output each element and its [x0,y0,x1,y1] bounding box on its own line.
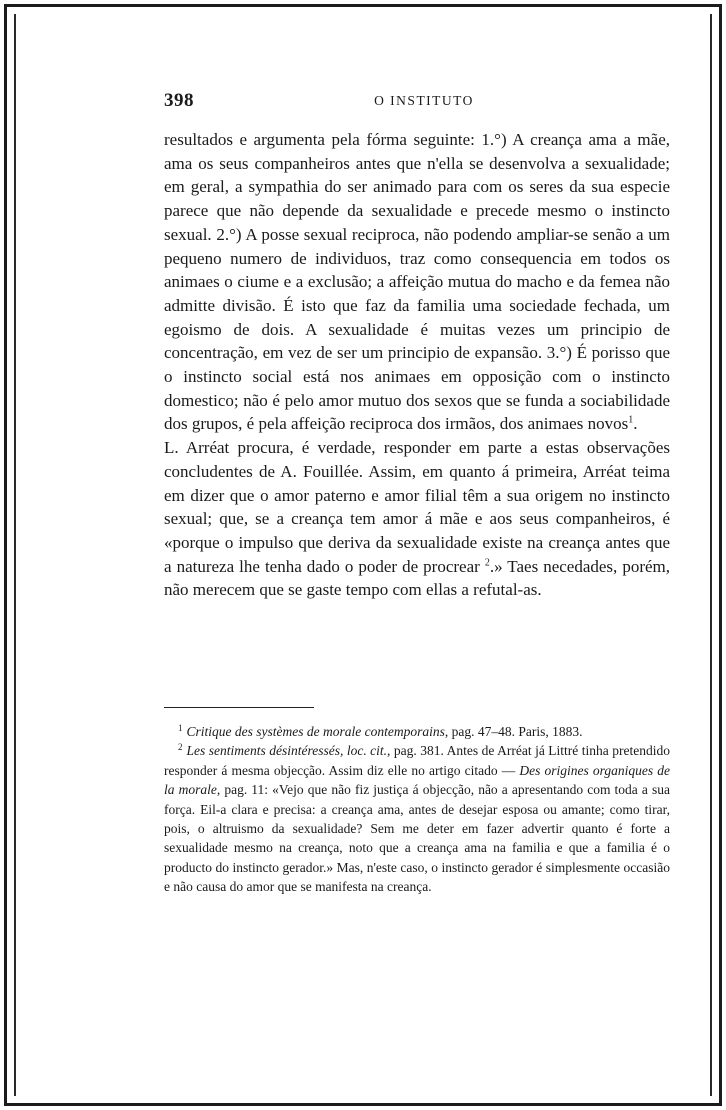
footnote-1-mark: 1 [178,722,183,733]
footnote-2-inner-title: Des origines organiques de la morale [164,762,670,798]
footnote-ref-2: 2 [484,557,490,568]
paragraph-2-text: L. Arréat procura, é verdade, responder em parte a estas observações concludentes de A. Fouillée. Assim, em quanto á primeira, Arréat teima em dizer que o amor paterno e amor filial têm a sua origem no instincto sexual; que, se a creança tem amor á mãe e aos seus companheiros, é «porque o impulso que deriva da sexualidade existe na creança antes que a natureza lhe tenha dado o poder de procrear [164,438,670,576]
footnotes [164,722,670,897]
paragraph-1 [164,128,670,436]
page-header [164,90,670,114]
footnote-divider [164,707,314,708]
paragraph-1-end: . [633,414,638,434]
footnote-2-title: Les sentiments désintéressés, loc. cit. [186,743,388,759]
paragraph-2-end: .» Taes necedades, porém, não merecem que se gaste tempo com ellas a refutal-as. [164,556,670,600]
paragraph-2 [164,436,670,602]
paragraph-1-text: resultados e argumenta pela fórma seguinte: 1.°) A creança ama a mãe, ama os seus companheiros antes que n'ella se desenvolva a sexualidade; em geral, a sympathia do ser animado para com os seres da sua especie parece que não depende da sexualidade e precede mesmo o instincto sexual. 2.°) A posse sexual reciproca, não podendo ampliar-se senão a um pequeno numero de individuos, traz como consequencia em todos os animaes o ciume e a exclusão; a affeição mutua do macho e da femea não admitte divisão. É isto que faz da familia uma sociedade fechada, um egoismo de dois. A sexualidade é muitas vezes um principio de concentração, em vez de ser um principio de expansão. 3.°) É porisso que o instincto social está nos animaes em opposição com o instincto domestico; não é pelo amor mutuo dos sexos que se funda a sociabilidade dos grupos, é pela affeição reciproca dos irmãos, dos animaes novos [164,130,670,434]
footnote-1-text: , pag. 47–48. Paris, 1883. [444,724,583,739]
body-text [164,128,670,602]
footnote-2-text-a: , pag. 381. Antes de Arréat já Littré tinha pretendido responder á mesma objecção. Assim diz elle no artigo citado — [164,743,670,778]
footnote-2-mark: 2 [178,741,183,752]
running-title: O INSTITUTO [374,93,474,108]
page-number: 398 [164,90,194,111]
footnote-2-text-b: , pag. 11: «Vejo que não fiz justiça á objecção, não a apresentando com toda a sua força. Eil-a clara e precisa: a creança ama, antes de desejar esposa ou amante; como tirar, pois, o altruismo da sexualidade? Sem me deter em fazer advertir quanto é forte a sexualidade mesmo na creança, noto que a creança ama na familia e que a familia é o producto do instincto gerador.» Mas, n'este caso, o instincto gerador é simplesmente occasião e não causa do amor que se manifesta na creança. [164,782,670,895]
footnote-2 [164,741,670,896]
footnote-ref-1: 1 [628,414,634,426]
footnote-1-title: Critique des systèmes de morale contemporains [186,724,445,739]
footnote-1 [164,722,670,741]
